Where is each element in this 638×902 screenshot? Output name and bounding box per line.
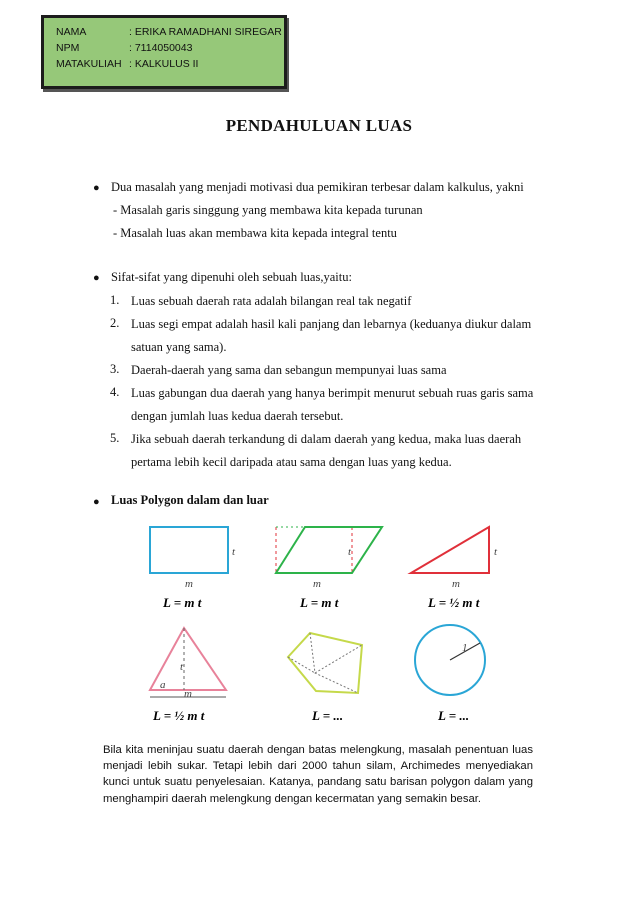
bullet-icon: ● xyxy=(93,182,100,194)
diagonal-dashed-line xyxy=(288,657,315,673)
list-item-text: Luas gabungan dua daerah yang hanya berimpit menurut sebuah ruas garis sama xyxy=(131,386,534,400)
bullet-icon: ● xyxy=(93,496,100,508)
section1-item: - Masalah garis singgung yang membawa kita kepada turunan xyxy=(113,203,423,217)
section1-item: - Masalah luas akan membawa kita kepada integral tentu xyxy=(113,226,397,240)
info-key: NAMA xyxy=(56,26,87,38)
formula-pentagon: L = ... xyxy=(312,708,344,723)
info-value: : ERIKA RAMADHANI SIREGAR xyxy=(129,26,282,38)
parallelogram-shape xyxy=(276,527,382,573)
label-t: t xyxy=(348,546,352,558)
list-item-text: dengan jumlah luas kedua daerah tersebut. xyxy=(131,409,344,423)
info-key: MATAKULIAH xyxy=(56,58,122,70)
list-item-text: Luas segi empat adalah hasil kali panjang dan lebarnya (keduanya diukur dalam xyxy=(131,317,532,331)
list-number: 5. xyxy=(110,431,120,445)
formula-parallelogram: L = m t xyxy=(300,595,339,610)
list-number: 1. xyxy=(110,293,120,307)
label-m: m xyxy=(452,578,460,590)
label-m: m xyxy=(184,688,192,700)
list-item-text: Daerah-daerah yang sama dan sebangun mempunyai luas sama xyxy=(131,363,447,377)
info-value: : KALKULUS II xyxy=(129,58,199,70)
polygon-area-figure xyxy=(120,515,520,727)
formula-right-triangle: L = ½ m t xyxy=(428,595,480,610)
label-a: a xyxy=(160,679,166,691)
student-info-box xyxy=(41,15,287,89)
rectangle-shape xyxy=(150,527,228,573)
section1-intro: Dua masalah yang menjadi motivasi dua pemikiran terbesar dalam kalkulus, yakni xyxy=(111,180,524,194)
formula-circle: L = ... xyxy=(438,708,470,723)
label-m: m xyxy=(185,578,193,590)
right-triangle-shape xyxy=(411,527,489,573)
label-t: t xyxy=(232,546,236,558)
closing-paragraph: Bila kita meninjau suatu daerah dengan batas melengkung, masalah penentuan luas menjadi lebih sukar. Tetapi lebih dari 2000 tahun silam, Archimedes menyediakan kunci untuk suatu penyelesaian. Katanya, pandang satu barisan polygon dalam yang menghampiri daerah melengkung dengan kecermatan yang semakin besar. xyxy=(103,744,533,805)
list-item-text: pertama lebih kecil daripada atau sama dengan luas yang kedua. xyxy=(131,455,452,469)
label-m: m xyxy=(313,578,321,590)
label-t: t xyxy=(494,546,498,558)
label-radius: 1 xyxy=(462,642,468,654)
diagonal-dashed-line xyxy=(315,645,362,673)
info-key: NPM xyxy=(56,42,80,54)
list-item-text: satuan yang sama). xyxy=(131,340,227,354)
bullet-icon: ● xyxy=(93,272,100,284)
label-t: t xyxy=(180,661,184,673)
list-item-text: Jika sebuah daerah terkandung di dalam daerah yang kedua, maka luas daerah xyxy=(131,432,522,446)
formula-triangle: L = ½ m t xyxy=(153,708,205,723)
section2-intro: Sifat-sifat yang dipenuhi oleh sebuah luas,yaitu: xyxy=(111,270,352,284)
list-number: 3. xyxy=(110,362,120,376)
list-number: 2. xyxy=(110,316,120,330)
list-number: 4. xyxy=(110,385,120,399)
list-item-text: Luas sebuah daerah rata adalah bilangan real tak negatif xyxy=(131,294,412,308)
page-title: PENDAHULUAN LUAS xyxy=(225,116,413,135)
section3-heading: Luas Polygon dalam dan luar xyxy=(111,493,269,507)
info-value: : 7114050043 xyxy=(129,42,193,54)
formula-rectangle: L = m t xyxy=(163,595,202,610)
